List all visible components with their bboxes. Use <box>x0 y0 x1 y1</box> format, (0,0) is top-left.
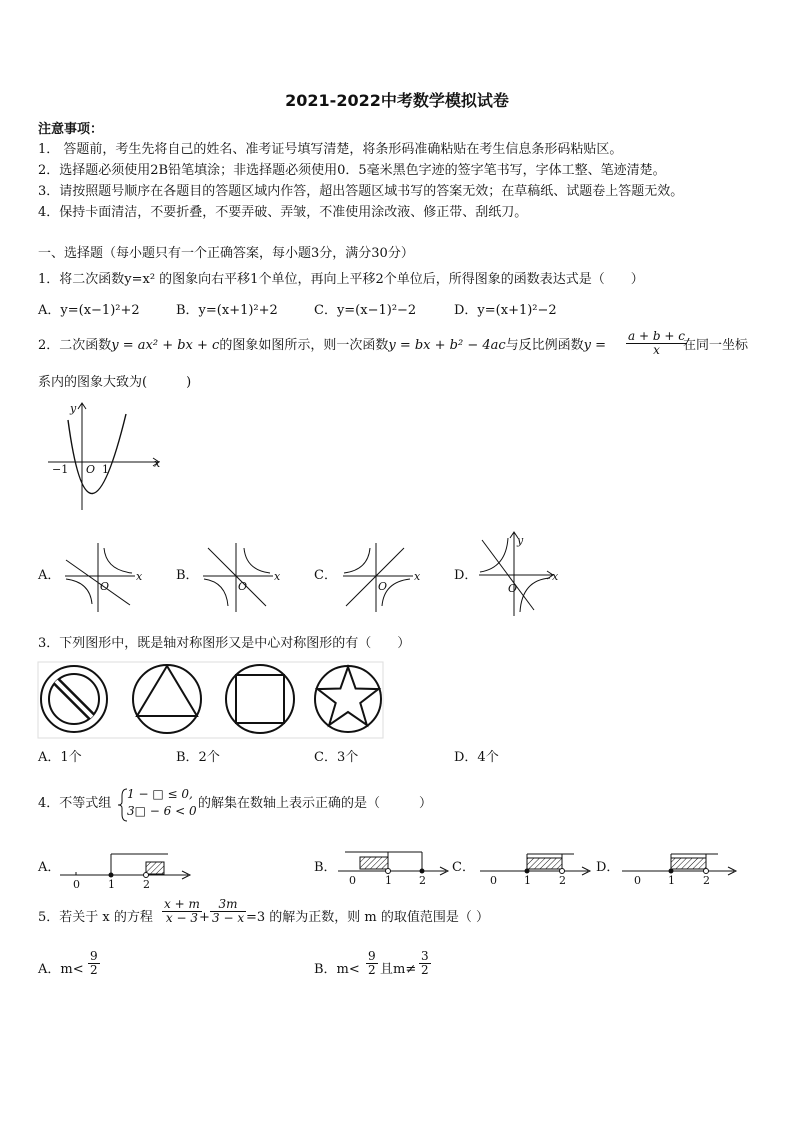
q4-inequality-1: 1 − □ ≤ 0, <box>127 787 193 801</box>
q1-option-a: A．y=(x−1)²+2 <box>38 303 140 318</box>
graph-y-label: y <box>70 402 77 415</box>
q4-lead: 4．不等式组 <box>38 796 112 811</box>
q2-mid1: 的图象如图所示，则一次函数 <box>219 338 389 353</box>
fraction-denominator: 2 <box>368 963 376 977</box>
q4-inequality-2: 3□ − 6 < 0 <box>127 804 197 818</box>
graph-origin-label: O <box>86 463 96 476</box>
graph-x-label: x <box>154 457 161 470</box>
y-label: y <box>517 534 524 547</box>
graph-pos1-label: 1 <box>102 463 109 476</box>
q2-option-b-label: B． <box>176 568 199 583</box>
q2-option-d-label: D． <box>454 568 478 583</box>
tick-2: 2 <box>559 874 566 887</box>
fraction-denominator: 3 − x <box>212 911 245 925</box>
q5-fraction-1 <box>162 898 202 925</box>
tick-2: 2 <box>703 874 710 887</box>
tick-0: 0 <box>73 878 80 891</box>
fraction-numerator: 9 <box>90 949 98 963</box>
notice-item: 1． 答题前，考生先将自己的姓名、准考证号填写清楚，将条形码准确粘贴在考生信息条形码粘贴区。 <box>38 142 623 157</box>
origin-label: O <box>238 580 248 593</box>
x-label: x <box>274 570 281 583</box>
origin-label: O <box>508 582 518 595</box>
q2-quadratic: y = ax² + bx + c <box>111 338 220 353</box>
q3-option-d: D．4个 <box>454 750 499 765</box>
tick-1: 1 <box>108 878 115 891</box>
fraction-numerator: 9 <box>368 949 376 963</box>
q5-option-a-fraction <box>88 950 100 977</box>
q5-option-b-mid: 且m≠ <box>380 962 417 977</box>
notice-item: 2．选择题必须使用2B铅笔填涂；非选择题必须使用0．5毫米黑色字迹的签字笔书写，字体工整、笔迹清楚。 <box>38 163 666 178</box>
q5-tail: =3 的解为正数，则 m 的取值范围是（ ） <box>246 910 490 925</box>
q5-lead: 5．若关于 x 的方程 <box>38 910 153 925</box>
q5-fraction-2 <box>210 898 246 925</box>
notice-heading: 注意事项： <box>38 122 104 137</box>
q3-option-c: C．3个 <box>314 750 359 765</box>
notice-item: 4．保持卡面清洁，不要折叠，不要弄破、弄皱，不准使用涂改液、修正带、刮纸刀。 <box>38 205 528 220</box>
q4-option-b-label: B． <box>314 860 337 875</box>
q5-plus: + <box>199 910 210 925</box>
fraction-numerator: a + b + c <box>628 329 685 343</box>
tick-1: 1 <box>524 874 531 887</box>
q2-option-a-label: A． <box>38 568 61 583</box>
q2-lead: 2．二次函数 <box>38 338 112 353</box>
fraction-numerator: 3m <box>210 898 246 912</box>
numline-a <box>60 854 190 891</box>
numline-b <box>338 852 448 887</box>
fraction-denominator: x <box>653 343 660 357</box>
fraction-numerator: 3 <box>421 949 429 963</box>
numline-c <box>480 854 590 887</box>
q4-option-d-label: D． <box>596 860 620 875</box>
origin-label: O <box>100 580 110 593</box>
tick-0: 0 <box>349 874 356 887</box>
q3-option-a: A．1个 <box>38 750 82 765</box>
x-label: x <box>136 570 143 583</box>
fraction-numerator: x + m <box>164 897 200 911</box>
graph-neg1-label: −1 <box>52 463 69 476</box>
q1-stem: 1．将二次函数y=x² 的图象向右平移1个单位，再向上平移2个单位后，所得图象的函数表达式是（ ） <box>38 272 644 287</box>
q5-option-b-lead: B．m< <box>314 962 360 977</box>
tick-2: 2 <box>143 878 150 891</box>
q2-line2: 系内的图象大致为( ) <box>38 375 192 390</box>
tick-2: 2 <box>419 874 426 887</box>
q1-option-d: D．y=(x+1)²−2 <box>454 303 557 318</box>
tick-1: 1 <box>668 874 675 887</box>
q4-option-c-label: C． <box>452 860 475 875</box>
x-label: x <box>414 570 421 583</box>
q3-option-b: B．2个 <box>176 750 220 765</box>
q1-option-b: B．y=(x+1)²+2 <box>176 303 278 318</box>
fraction-denominator: 2 <box>421 963 429 977</box>
q2-inverse-lhs: y = <box>583 338 607 353</box>
q2-linear: y = bx + b² − 4ac <box>388 338 506 353</box>
fraction-denominator: x − 3 <box>165 911 198 925</box>
notice-item: 3．请按照题号顺序在各题目的答题区域内作答，超出答题区域书写的答案无效；在草稿纸、试题卷上答题无效。 <box>38 184 684 199</box>
tick-0: 0 <box>490 874 497 887</box>
q1-option-c: C．y=(x−1)²−2 <box>314 303 417 318</box>
q2-option-c-label: C． <box>314 568 337 583</box>
page-title: 2021-2022中考数学模拟试卷 <box>285 91 509 110</box>
section-heading: 一、选择题（每小题只有一个正确答案，每小题3分，满分30分） <box>38 246 414 261</box>
q5-option-b-fraction-2 <box>419 950 431 977</box>
q2-tail: 在同一坐标 <box>683 338 749 353</box>
q4-option-a-label: A． <box>38 860 61 875</box>
numline-d <box>622 854 736 887</box>
fraction-denominator: 2 <box>90 963 98 977</box>
q5-option-b-fraction <box>366 950 378 977</box>
q3-stem: 3．下列图形中，既是轴对称图形又是中心对称图形的有（ ） <box>38 636 411 651</box>
q5-option-a-lead: A．m< <box>38 962 84 977</box>
q4-tail: 的解集在数轴上表示正确的是（ ） <box>198 796 433 811</box>
origin-label: O <box>378 580 388 593</box>
tick-1: 1 <box>385 874 392 887</box>
q2-mid2: 与反比例函数 <box>505 338 584 353</box>
x-label: x <box>552 570 559 583</box>
tick-0: 0 <box>634 874 641 887</box>
